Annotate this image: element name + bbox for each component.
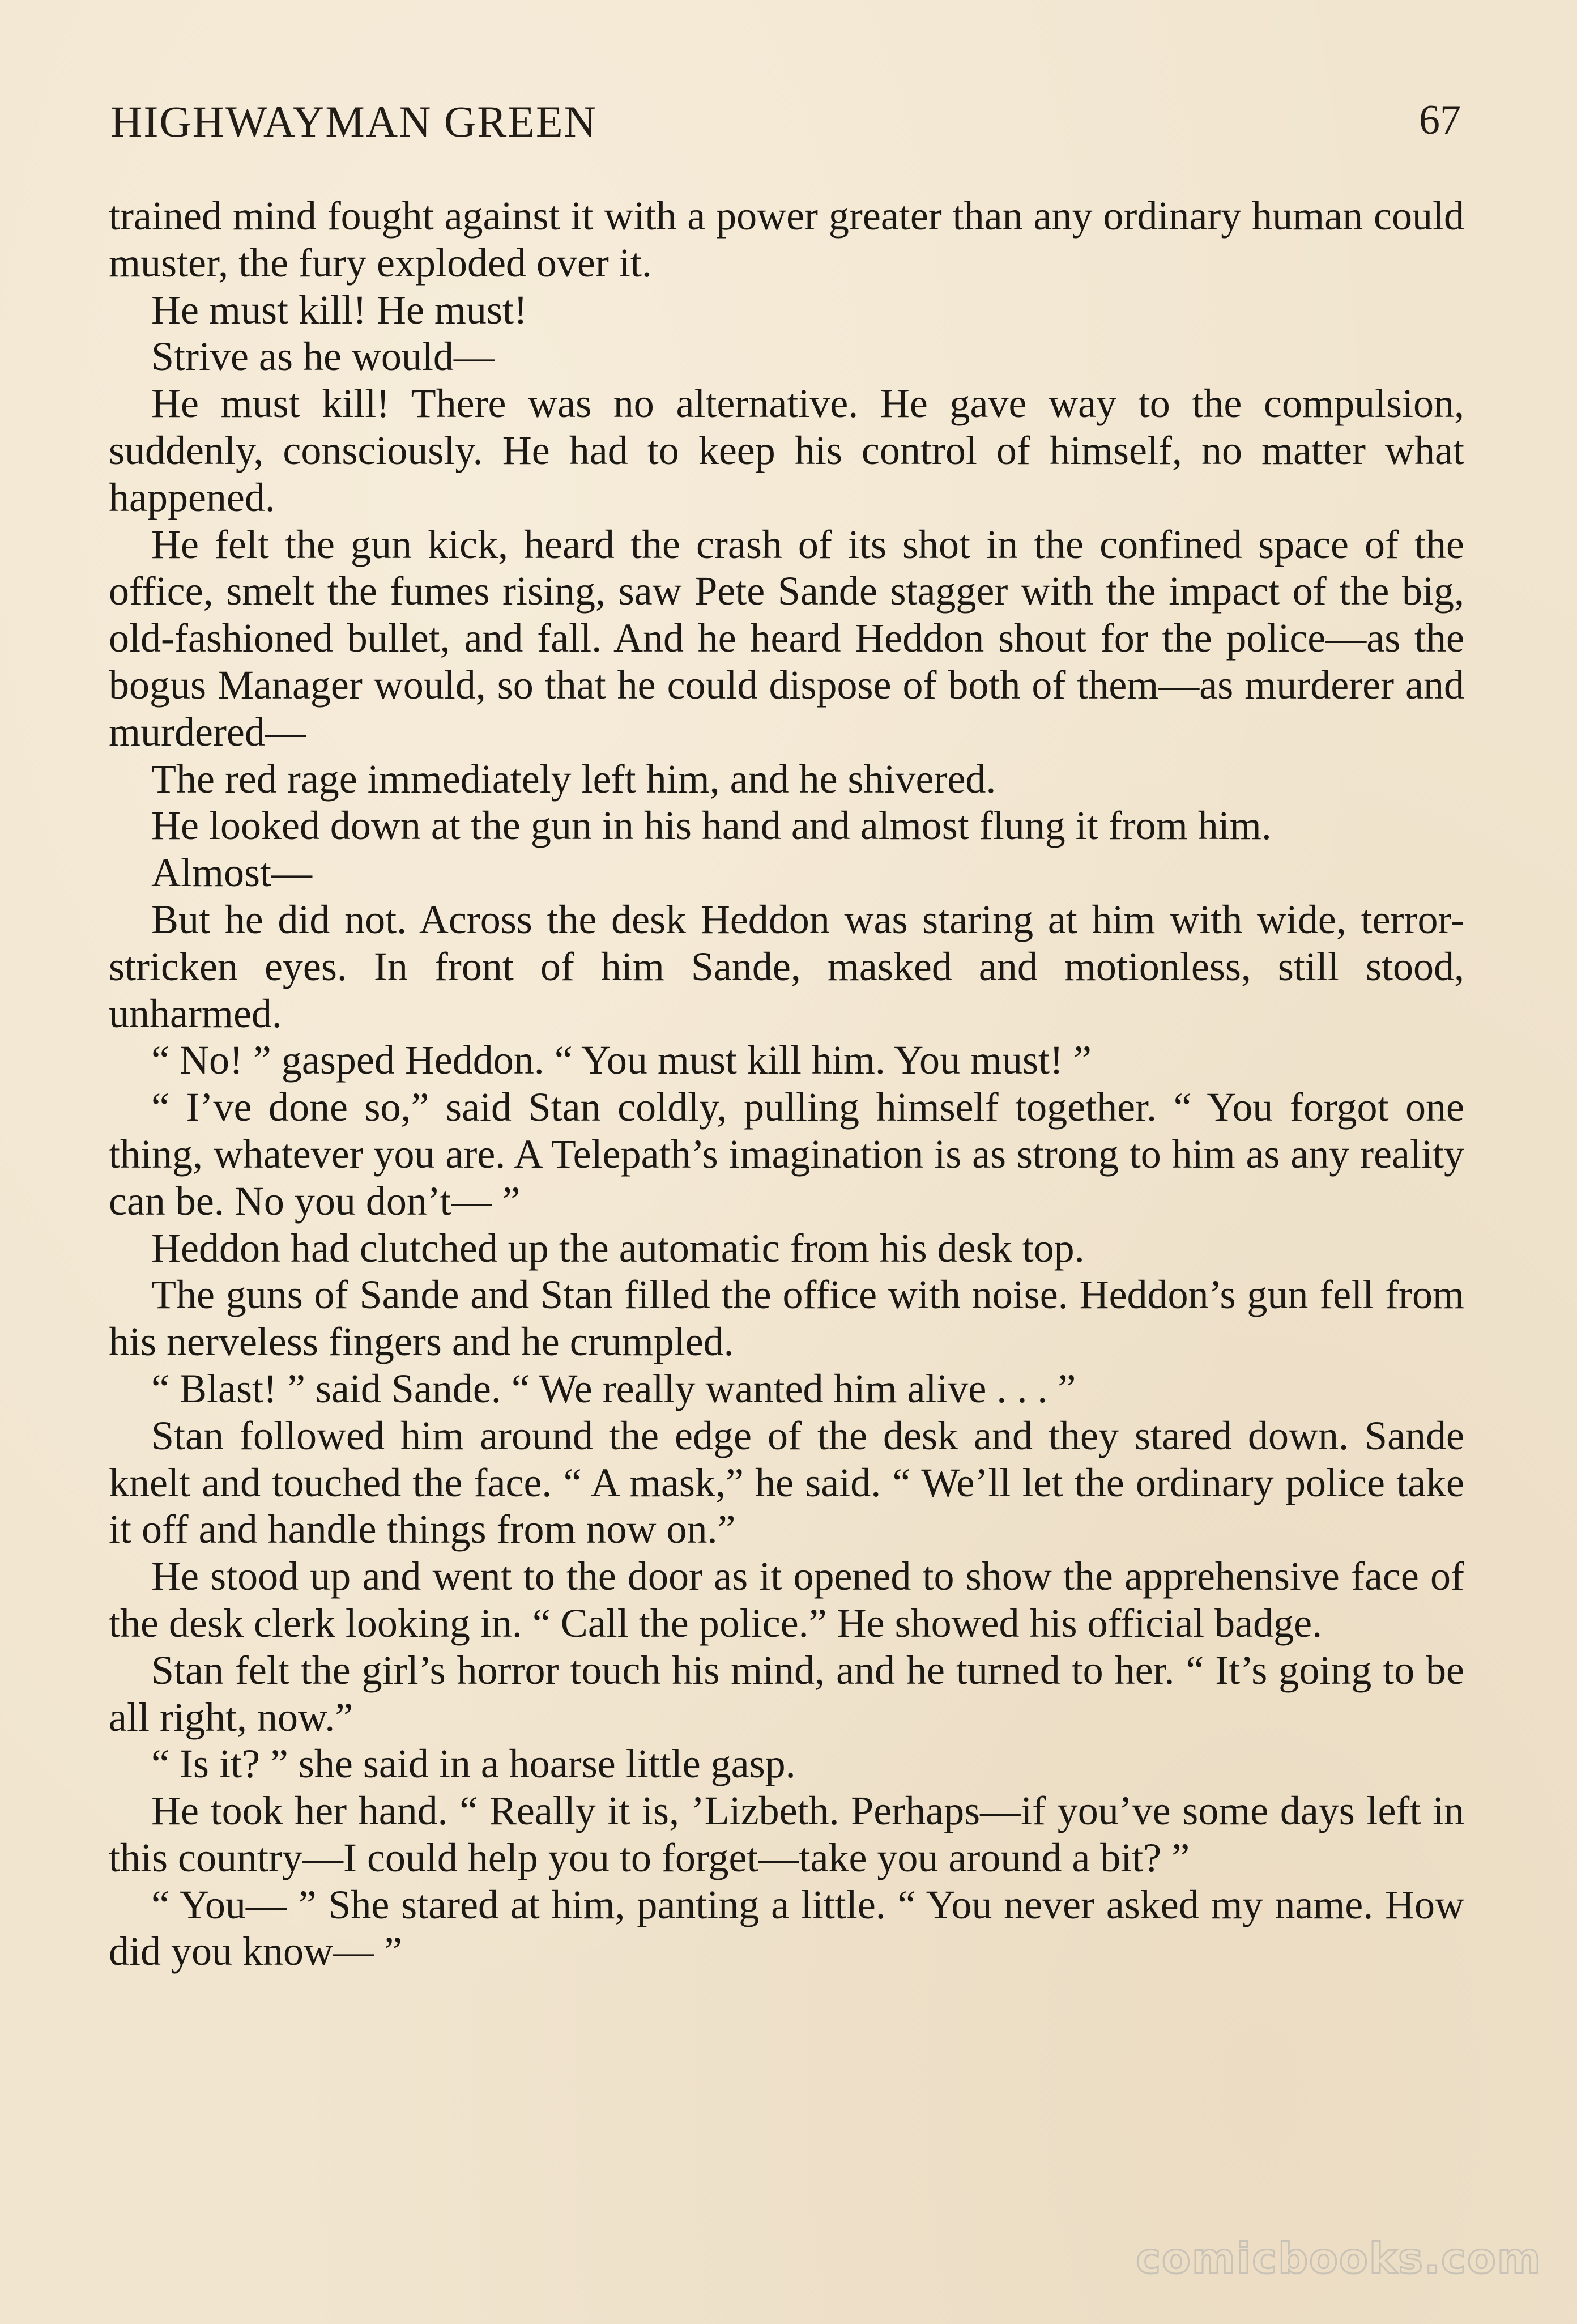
running-title: HIGHWAYMAN GREEN xyxy=(110,97,597,146)
body-text xyxy=(109,193,1464,1975)
paragraph: “ You— ” She stared at him, panting a little. “ You never asked my name. How did you know— ” xyxy=(109,1882,1464,1974)
paragraph: He looked down at the gun in his hand and almost flung it from him. xyxy=(151,803,1272,849)
paragraph: He must kill! There was no alternative. He gave way to the compulsion, suddenly, consciously. He had to keep his control of himself, no matter what happened. xyxy=(109,381,1464,520)
paragraph: Heddon had clutched up the automatic from his desk top. xyxy=(151,1225,1085,1271)
paragraph: “ I’ve done so,” said Stan coldly, pulling himself together. “ You forgot one thing, whatever you are. A Telepath’s imagination is as strong to him as any reality can be. No you don’t— ” xyxy=(109,1084,1464,1224)
paragraph: The guns of Sande and Stan filled the office with noise. Heddon’s gun fell from his nerveless fingers and he crumpled. xyxy=(109,1272,1464,1365)
paragraph: trained mind fought against it with a power greater than any ordinary human could muster, the fury exploded over it. xyxy=(109,193,1464,286)
paragraph: Stan followed him around the edge of the desk and they stared down. Sande knelt and touched the face. “ A mask,” he said. “ We’ll let the ordinary police take it off and handle things from now on.” xyxy=(109,1412,1464,1552)
paragraph: “ No! ” gasped Heddon. “ You must kill him. You must! ” xyxy=(151,1037,1092,1083)
paragraph: He must kill! He must! xyxy=(151,287,527,333)
paragraph: He took her hand. “ Really it is, ’Lizbeth. Perhaps—if you’ve some days left in this country—I could help you to forget—take you around a bit? ” xyxy=(109,1788,1464,1880)
paragraph: Strive as he would— xyxy=(151,334,495,380)
page-number: 67 xyxy=(1419,97,1461,143)
running-header xyxy=(110,96,1467,159)
site-watermark: comicbooks.com xyxy=(1136,2234,1542,2283)
paragraph: The red rage immediately left him, and he shivered. xyxy=(151,756,996,802)
paragraph: “ Is it? ” she said in a hoarse little gasp. xyxy=(151,1741,796,1787)
paragraph: He stood up and went to the door as it opened to show the apprehensive face of the desk clerk looking in. “ Call the police.” He showed his official badge. xyxy=(109,1553,1464,1646)
paragraph: But he did not. Across the desk Heddon was staring at him with wide, terror-stricken eyes. In front of him Sande, masked and motionless, still stood, unharmed. xyxy=(109,896,1464,1036)
paragraph: Almost— xyxy=(151,850,313,896)
paragraph: He felt the gun kick, heard the crash of its shot in the confined space of the office, smelt the fumes rising, saw Pete Sande stagger with the impact of the big, old-fashioned bullet, and fall. And he heard Heddon shout for the police—as the bogus Manager would, so that he could dispose of both of them—as murderer and murdered— xyxy=(109,521,1464,755)
paragraph: Stan felt the girl’s horror touch his mind, and he turned to her. “ It’s going to be all right, now.” xyxy=(109,1647,1464,1740)
paragraph: “ Blast! ” said Sande. “ We really wanted him alive . . . ” xyxy=(151,1365,1076,1411)
